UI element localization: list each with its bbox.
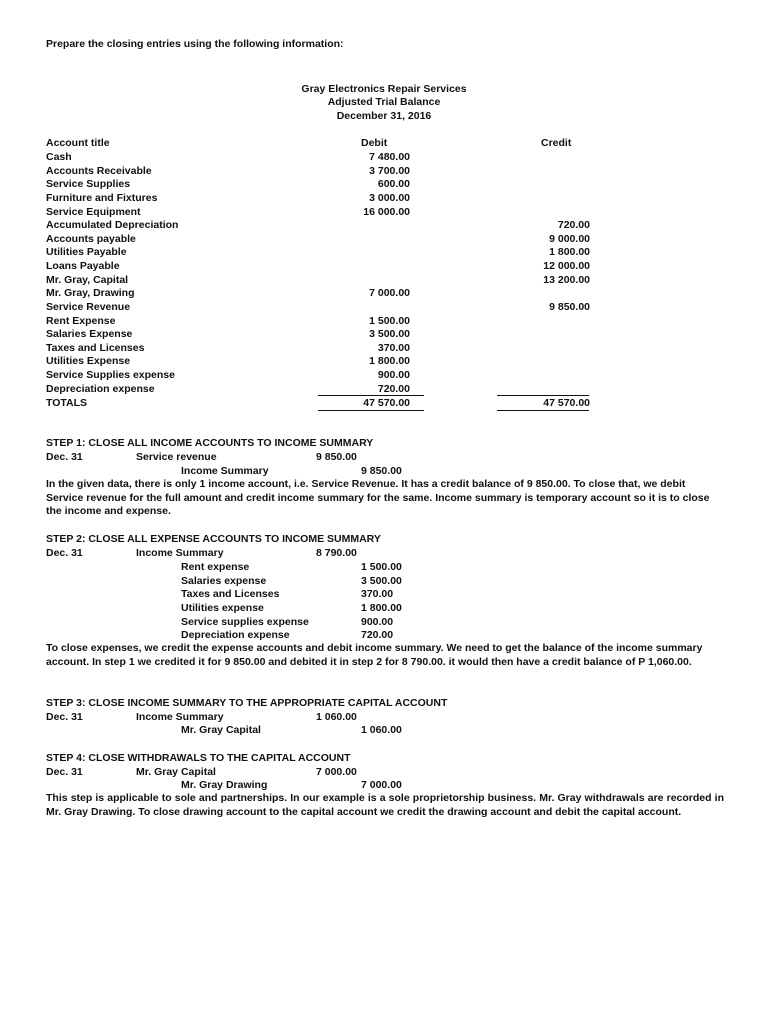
tb-row-account: Cash <box>46 151 72 163</box>
step1-debit-account: Service revenue <box>136 451 217 463</box>
step1-credit-account: Income Summary <box>181 465 269 477</box>
step2-debit-account: Income Summary <box>136 547 224 559</box>
step4-credit-account: Mr. Gray Drawing <box>181 779 268 791</box>
step1-credit-amount: 9 850.00 <box>361 465 402 477</box>
step3-date: Dec. 31 <box>46 711 83 723</box>
credit-total-rule <box>497 395 589 396</box>
intro-text: Prepare the closing entries using the following information: <box>46 38 344 50</box>
tb-row-debit: 7 000.00 <box>369 287 410 299</box>
tb-row-account: Service Equipment <box>46 206 141 218</box>
step2-credit-amount: 370.00 <box>361 588 394 600</box>
tb-row-account: Accumulated Depreciation <box>46 219 179 231</box>
step2-explanation: To close expenses, we credit the expense accounts and debit income summary. We need to get the balance of the income summary account. In step 1 we credited it for 9 850.00 and debited it in step 2 for 8 790.00. it would then have a credit balance of P 1,060.00. <box>46 642 703 668</box>
tb-row-debit: 3 700.00 <box>369 165 410 177</box>
tb-row-debit: 1 500.00 <box>369 315 410 327</box>
total-debit: 47 570.00 <box>363 397 410 409</box>
step2-credit-account: Utilities expense <box>181 602 264 614</box>
step3-credit-account: Mr. Gray Capital <box>181 724 261 736</box>
step3-credit-amount: 1 060.00 <box>361 724 402 736</box>
step3-debit-account: Income Summary <box>136 711 224 723</box>
tb-row-credit: 9 850.00 <box>549 301 590 313</box>
step4-debit-amount: 7 000.00 <box>316 766 357 778</box>
tb-row-account: Service Supplies expense <box>46 369 175 381</box>
step1-title: STEP 1: CLOSE ALL INCOME ACCOUNTS TO INCOME SUMMARY <box>46 437 374 449</box>
step2-title: STEP 2: CLOSE ALL EXPENSE ACCOUNTS TO INCOME SUMMARY <box>46 533 381 545</box>
debit-total-underline <box>318 410 424 411</box>
tb-row-account: Taxes and Licenses <box>46 342 145 354</box>
tb-row-credit: 720.00 <box>557 219 590 231</box>
col-header-credit: Credit <box>541 137 572 149</box>
tb-row-debit: 7 480.00 <box>369 151 410 163</box>
step2-credit-amount: 1 800.00 <box>361 602 402 614</box>
step2-credit-amount: 1 500.00 <box>361 561 402 573</box>
step3-debit-amount: 1 060.00 <box>316 711 357 723</box>
step2-credit-amount: 720.00 <box>361 629 394 641</box>
tb-row-account: Salaries Expense <box>46 328 133 340</box>
tb-row-credit: 1 800.00 <box>549 246 590 258</box>
total-credit: 47 570.00 <box>543 397 590 409</box>
tb-row-account: Accounts Receivable <box>46 165 152 177</box>
tb-row-account: Accounts payable <box>46 233 136 245</box>
tb-row-debit: 3 500.00 <box>369 328 410 340</box>
tb-row-account: Furniture and Fixtures <box>46 192 158 204</box>
tb-row-account: Utilities Expense <box>46 355 131 367</box>
step4-date: Dec. 31 <box>46 766 83 778</box>
step1-date: Dec. 31 <box>46 451 83 463</box>
report-date: December 31, 2016 <box>336 110 432 122</box>
step4-credit-amount: 7 000.00 <box>361 779 402 791</box>
step2-credit-amount: 3 500.00 <box>361 575 402 587</box>
debit-total-rule <box>318 395 424 396</box>
tb-row-credit: 12 000.00 <box>543 260 590 272</box>
step2-credit-amount: 900.00 <box>361 616 394 628</box>
tb-row-account: Mr. Gray, Drawing <box>46 287 135 299</box>
tb-row-debit: 370.00 <box>377 342 410 354</box>
col-header-account: Account title <box>46 137 110 149</box>
tb-row-account: Rent Expense <box>46 315 116 327</box>
step2-debit-amount: 8 790.00 <box>316 547 357 559</box>
step2-credit-account: Taxes and Licenses <box>181 588 280 600</box>
step4-debit-account: Mr. Gray Capital <box>136 766 216 778</box>
tb-row-account: Service Supplies <box>46 178 131 190</box>
tb-row-account: Service Revenue <box>46 301 131 313</box>
step2-credit-account: Salaries expense <box>181 575 267 587</box>
step3-title: STEP 3: CLOSE INCOME SUMMARY TO THE APPROPRIATE CAPITAL ACCOUNT <box>46 697 448 709</box>
tb-row-account: Utilities Payable <box>46 246 127 258</box>
step2-credit-account: Rent expense <box>181 561 250 573</box>
tb-row-credit: 13 200.00 <box>543 274 590 286</box>
step1-debit-amount: 9 850.00 <box>316 451 357 463</box>
tb-row-account: Mr. Gray, Capital <box>46 274 129 286</box>
step2-credit-account: Service supplies expense <box>181 616 309 628</box>
tb-row-account: Loans Payable <box>46 260 120 272</box>
tb-row-debit: 720.00 <box>377 383 410 395</box>
credit-total-underline <box>497 410 589 411</box>
totals-label: TOTALS <box>46 397 88 409</box>
tb-row-debit: 3 000.00 <box>369 192 410 204</box>
tb-row-debit: 1 800.00 <box>369 355 410 367</box>
tb-row-debit: 16 000.00 <box>363 206 410 218</box>
tb-row-debit: 900.00 <box>377 369 410 381</box>
col-header-debit: Debit <box>361 137 388 149</box>
company-name: Gray Electronics Repair Services <box>301 83 467 95</box>
step2-date: Dec. 31 <box>46 547 83 559</box>
tb-row-credit: 9 000.00 <box>549 233 590 245</box>
step1-explanation: In the given data, there is only 1 income account, i.e. Service Revenue. It has a credit balance of 9 850.00. To close that, we debit Service revenue for the full amount and credit income summary for the same. Income summary is temporary account so it is to close the income and expense. <box>46 478 710 518</box>
step2-credit-account: Depreciation expense <box>181 629 290 641</box>
tb-row-account: Depreciation expense <box>46 383 155 395</box>
step4-explanation: This step is applicable to sole and partnerships. In our example is a sole proprietorship business. Mr. Gray withdrawals are recorded in Mr. Gray Drawing. To close drawing account to the capital account we credit the drawing account and debit the capital account. <box>46 792 724 818</box>
tb-row-debit: 600.00 <box>377 178 410 190</box>
report-title: Adjusted Trial Balance <box>327 96 441 108</box>
step4-title: STEP 4: CLOSE WITHDRAWALS TO THE CAPITAL ACCOUNT <box>46 752 351 764</box>
